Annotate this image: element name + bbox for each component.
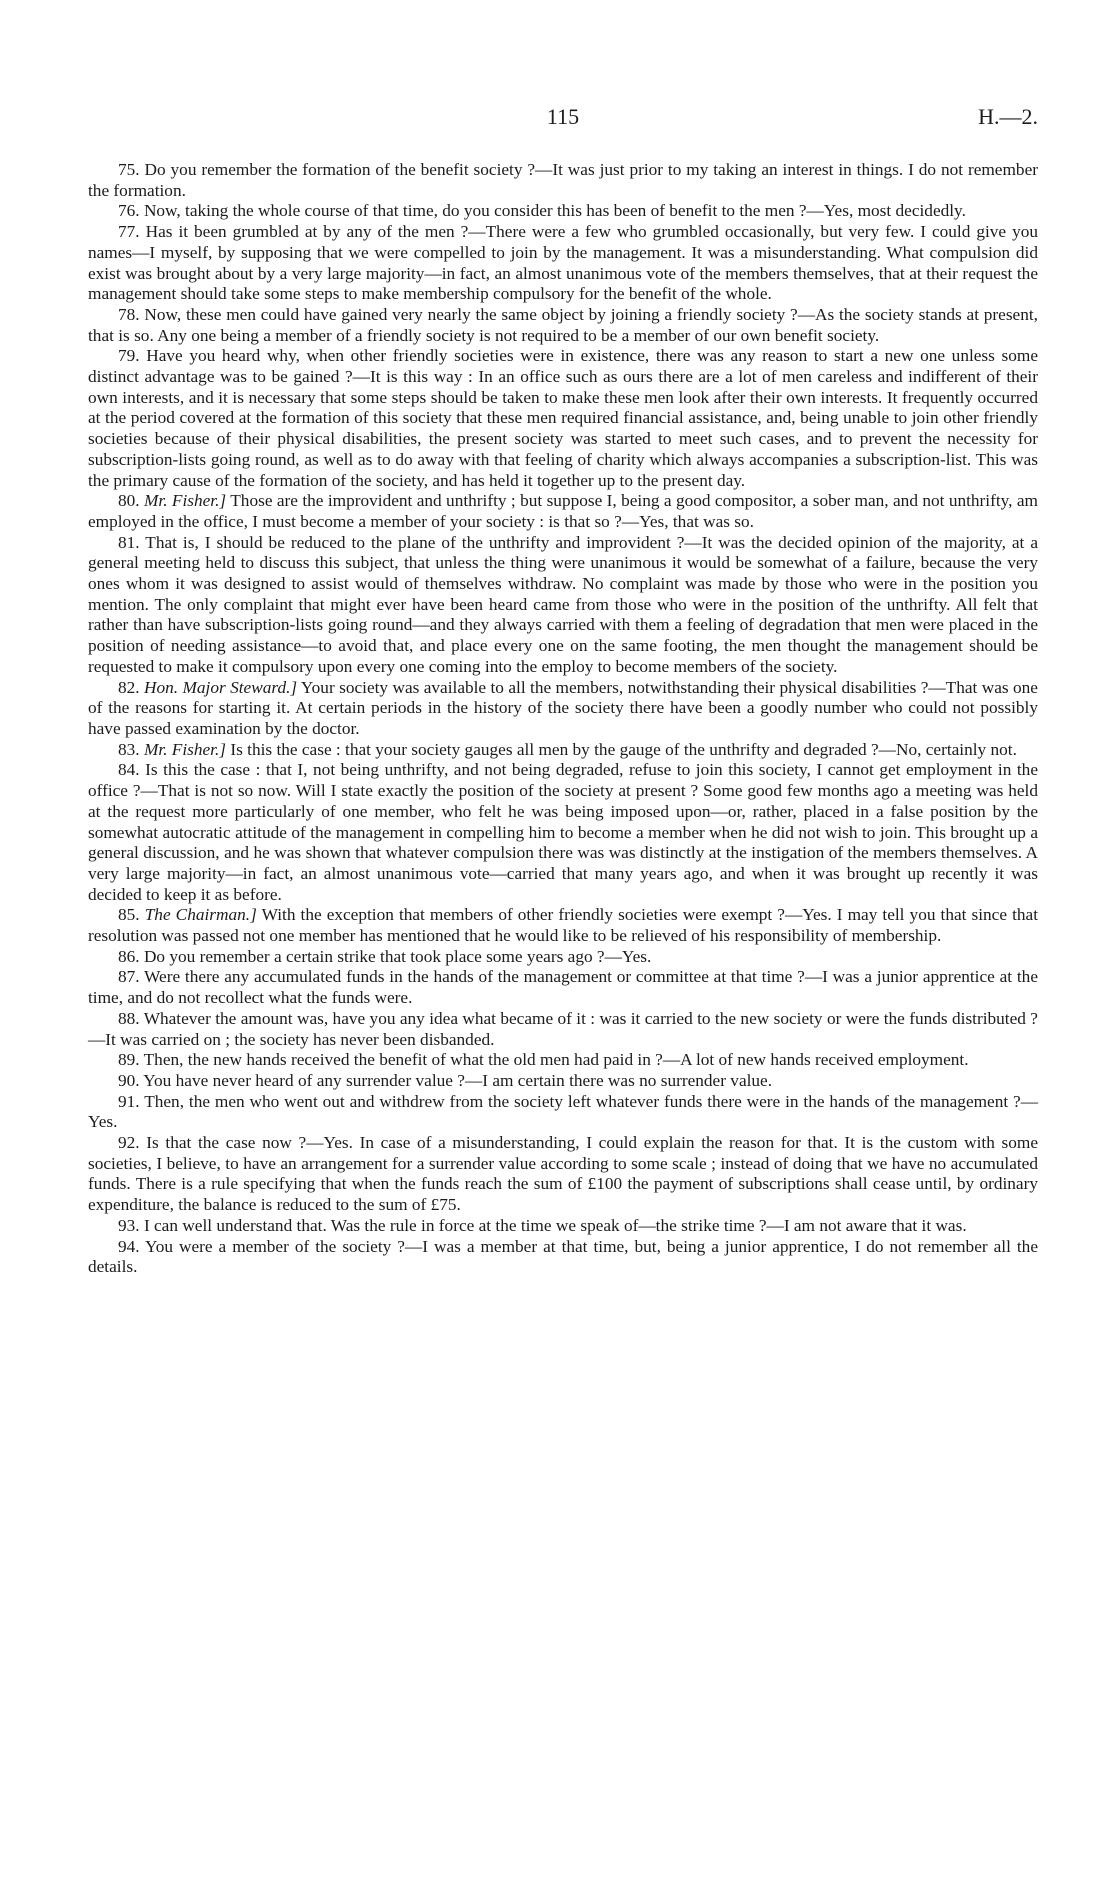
paragraph-text: Is this the case : that I, not being unthrifty, and not being degraded, refuse to join this society, I cannot get employment in the office ?—That is not so now. Will I state exactly the position of the society at present ? Some good few months ago a meeting was held at the request more particularly of one member, who felt he was being imposed upon—or, rather, placed in a false position by the somewhat autocratic attitude of the management in compelling him to become a member when he did not wish to join. This brought up a general discussion, and he was shown that whatever compulsion there was was distinctly at the instigation of the members themselves. A very large majority—in fact, an almost unanimous vote—carried that many years ago, and when it was brought up recently it was decided to keep it as before. xyxy=(88,760,1038,904)
paragraph-text: Now, these men could have gained very nearly the same object by joining a friendly society ?—As the society stands at present, that is so. Any one being a member of a friendly society is not required to be a member of our own benefit society. xyxy=(88,304,1038,345)
paragraph-text: Were there any accumulated funds in the hands of the management or committee at that time ?—I was a junior apprentice at the time, and do not recollect what the funds were. xyxy=(88,967,1038,1008)
paragraph-text: Have you heard why, when other friendly societies were in existence, there was any reason to start a new one unless some distinct advantage was to be gained ?—It is this way : In an office such as ours there are a lot of men careless and indifferent of their own interests, and it is necessary that some steps should be taken to make these men look after their own interests. It frequently occurred at the period covered at the formation of this society that these men required financial assistance, and, being unable to join other friendly societies because of their physical disabilities, the present society was started to meet such cases, and to prevent the necessity for subscription-lists going round, as well as to do away with that feeling of charity which always accompanies a subscription-list. This was the primary cause of the formation of the society, and has held it together up to the present day. xyxy=(88,346,1038,490)
paragraph-text: Then, the new hands received the benefit of what the old men had paid in ?—A lot of new hands received employment. xyxy=(143,1050,969,1070)
paragraph-number: 91. xyxy=(118,1091,140,1111)
paragraph-number: 90. xyxy=(118,1070,140,1090)
paragraph-number: 79. xyxy=(118,346,140,366)
paragraph-82 xyxy=(88,678,1038,740)
paragraph-number: 86. xyxy=(118,946,140,966)
paragraph-text: With the exception that members of other friendly societies were exempt ?—Yes. I may tell you that since that resolution was passed not one member has mentioned that he would like to be relieved of his responsibility of membership. xyxy=(88,905,1039,946)
page-number: 115 xyxy=(546,104,580,129)
paragraph-number: 92. xyxy=(118,1133,140,1153)
paragraph-number: 89. xyxy=(118,1050,140,1070)
paragraph-number: 83. xyxy=(118,739,140,759)
paragraph-88 xyxy=(88,1009,1038,1050)
paragraph-91 xyxy=(88,1092,1038,1133)
paragraph-84 xyxy=(88,760,1038,905)
paragraph-89 xyxy=(88,1050,1038,1071)
paragraph-number: 93. xyxy=(118,1215,140,1235)
paragraph-text: Those are the improvident and unthrifty ; but suppose I, being a good compositor, a sober man, and not unthrifty, am employed in the office, I must become a member of your society : is that so ?—Yes, that was so. xyxy=(88,491,1038,531)
evidence-text xyxy=(88,160,1038,1278)
paragraph-number: 88. xyxy=(118,1008,140,1028)
paragraph-83 xyxy=(88,740,1038,761)
paragraph-81 xyxy=(88,533,1038,678)
paragraph-number: 75. xyxy=(118,160,140,179)
speaker-name: Hon. Major Steward.] xyxy=(144,677,298,697)
paragraph-85 xyxy=(88,905,1038,946)
paragraph-87 xyxy=(88,967,1038,1008)
paragraph-number: 94. xyxy=(118,1236,140,1256)
paragraph-number: 87. xyxy=(118,967,140,987)
paragraph-text: Do you remember the formation of the benefit society ?—It was just prior to my taking an interest in things. I do not remember the formation. xyxy=(88,160,1038,200)
paragraph-93 xyxy=(88,1216,1038,1237)
paragraph-text: I can well understand that. Was the rule in force at the time we speak of—the strike time ?—I am not aware that it was. xyxy=(143,1215,967,1235)
paragraph-text: That is, I should be reduced to the plane of the unthrifty and improvident ?—It was the decided opinion of the majority, at a general meeting held to discuss this subject, that unless the thing were unanimous it would be somewhat of a failure, because the very ones whom it was designed to assist would of themselves withdraw. No complaint was made by those who were in the position you mention. The only complaint that might ever have been heard came from those who were in the position of the unthrifty. All felt that rather than have subscription-lists going round—and they always carried with them a feeling of degradation that men were placed in the position of needing assistance—to avoid that, and place every one on the same footing, the men thought the management should be requested to make it compulsory upon every one coming into the employ to become members of the society. xyxy=(88,532,1038,676)
paragraph-number: 82. xyxy=(118,677,140,697)
paragraph-92 xyxy=(88,1133,1038,1216)
paragraph-number: 80. xyxy=(118,491,140,511)
paragraph-text: You have never heard of any surrender value ?—I am certain there was no surrender value. xyxy=(143,1070,773,1090)
document-code: H.—2. xyxy=(978,104,1038,129)
paragraph-text: Do you remember a certain strike that took place some years ago ?—Yes. xyxy=(143,946,652,966)
paragraph-number: 85. xyxy=(118,905,140,925)
paragraph-text: Whatever the amount was, have you any idea what became of it : was it carried to the new society or were the funds distributed ?—It was carried on ; the society has never been disbanded. xyxy=(88,1008,1038,1049)
paragraph-text: Has it been grumbled at by any of the men ?—There were a few who grumbled occasionally, but very few. I could give you names—I myself, by supposing that we were compelled to join by the management. It was a misunderstanding. What compulsion did exist was brought about by a very large majority—in fact, an almost unanimous vote of the members themselves, that at their request the management should take some steps to make membership compulsory for the benefit of the whole. xyxy=(88,222,1038,304)
paragraph-text: Is this the case : that your society gauges all men by the gauge of the unthrifty and degraded ?—No, certainly not. xyxy=(230,739,1017,759)
paragraph-76 xyxy=(88,201,1038,222)
paragraph-number: 76. xyxy=(118,201,140,221)
paragraph-86 xyxy=(88,947,1038,968)
paragraph-number: 78. xyxy=(118,304,140,324)
page-header xyxy=(88,98,1038,138)
paragraph-78 xyxy=(88,305,1038,346)
paragraph-80 xyxy=(88,491,1038,532)
speaker-name: The Chairman.] xyxy=(144,905,257,925)
paragraph-text: Your society was available to all the members, notwithstanding their physical disabilities ?—That was one of the reasons for starting it. At certain periods in the history of the society there have been a goodly number who could not possibly have passed examination by the doctor. xyxy=(88,677,1038,738)
paragraph-text: You were a member of the society ?—I was a member at that time, but, being a junior apprentice, I do not remember all the details. xyxy=(88,1236,1038,1277)
paragraph-90 xyxy=(88,1071,1038,1092)
speaker-name: Mr. Fisher.] xyxy=(143,739,227,759)
speaker-name: Mr. Fisher.] xyxy=(144,491,227,511)
paragraph-text: Then, the men who went out and withdrew from the society left whatever funds there were in the hands of the management ?—Yes. xyxy=(88,1091,1038,1132)
paragraph-number: 81. xyxy=(118,532,140,552)
paragraph-number: 77. xyxy=(118,222,140,242)
paragraph-79 xyxy=(88,346,1038,491)
paragraph-75 xyxy=(88,160,1038,201)
paragraph-text: Now, taking the whole course of that time, do you consider this has been of benefit to the men ?—Yes, most decidedly. xyxy=(143,201,966,221)
paragraph-77 xyxy=(88,222,1038,305)
paragraph-number: 84. xyxy=(118,760,140,780)
paragraph-94 xyxy=(88,1237,1038,1278)
paragraph-text: Is that the case now ?—Yes. In case of a misunderstanding, I could explain the reason for that. It is the custom with some societies, I believe, to have an arrangement for a surrender value according to some scale ; instead of doing that we have no accumulated funds. There is a rule specifying that when the funds reach the sum of £100 the payment of subscriptions shall cease until, by ordinary expenditure, the balance is reduced to the sum of £75. xyxy=(88,1133,1038,1215)
